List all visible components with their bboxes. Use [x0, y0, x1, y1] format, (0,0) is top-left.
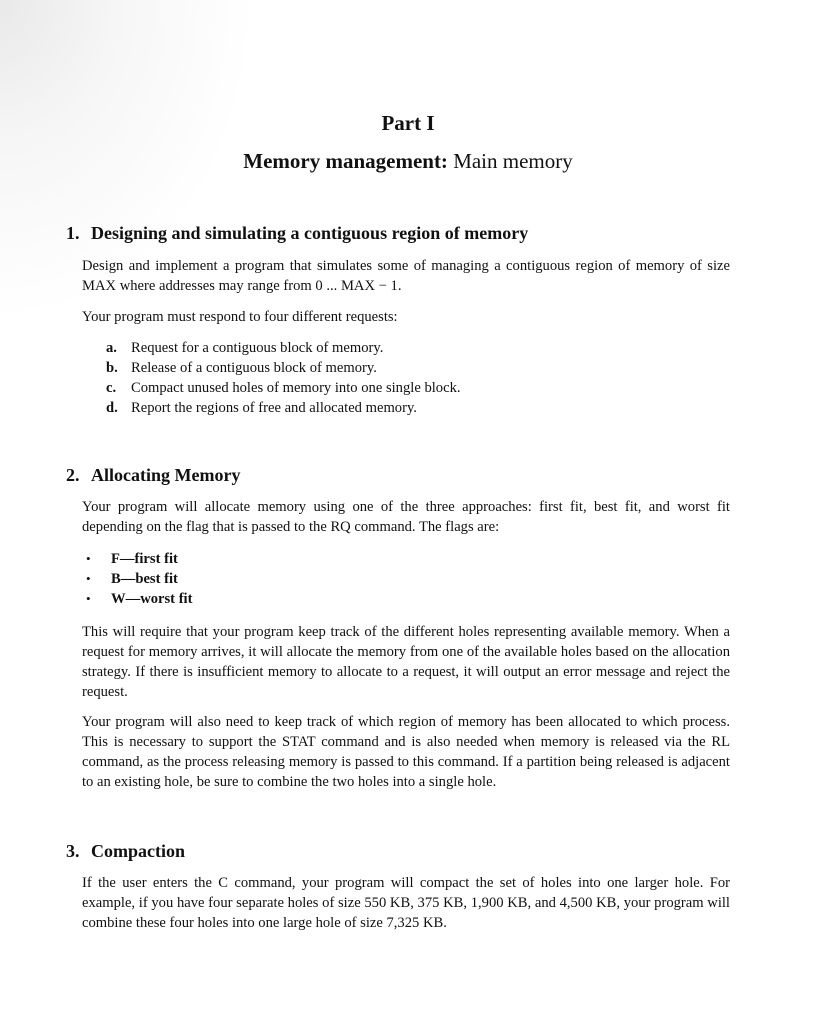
flag-list — [86, 549, 192, 609]
list-item-text: Release of a contiguous block of memory. — [131, 360, 377, 376]
list-item — [106, 358, 461, 378]
list-item — [86, 569, 192, 589]
section-title: Designing and simulating a contiguous region of memory — [91, 223, 529, 243]
section-3-paragraph-1: If the user enters the C command, your program will compact the set of holes into one larger hole. For example, if you have four separate holes of size 550 KB, 375 KB, 1,900 KB, and 4,500 KB, your program will combine these four holes into one large hole of size 7,325 KB. — [82, 875, 730, 931]
section-title: Allocating Memory — [91, 465, 241, 485]
section-number: 2. — [66, 465, 80, 485]
request-list — [106, 338, 461, 418]
section-number: 1. — [66, 223, 80, 243]
subtitle-rest: Main memory — [447, 149, 573, 173]
section-1-paragraph-1: Design and implement a program that simulates some of managing a contiguous region of memory of size MAX where addresses may range from 0 ... MAX − 1. — [82, 258, 730, 294]
list-item-text: F—first fit — [111, 551, 178, 567]
list-marker: a. — [106, 340, 117, 356]
list-item-text: Report the regions of free and allocated memory. — [131, 400, 417, 416]
list-item-text: Compact unused holes of memory into one single block. — [131, 380, 461, 396]
subtitle-bold: Memory management: — [243, 149, 448, 173]
list-item — [106, 338, 461, 358]
list-item — [106, 398, 461, 418]
section-2-paragraph-1: Your program will allocate memory using one of the three approaches: first fit, best fit, and worst fit depending on the flag that is passed to the RQ command. The flags are: — [82, 499, 730, 535]
list-item-text: B—best fit — [111, 571, 178, 587]
bullet-icon: • — [86, 551, 91, 566]
part-title: Part I — [381, 111, 435, 135]
list-item — [86, 589, 192, 609]
section-1-paragraph-2: Your program must respond to four different requests: — [82, 309, 398, 325]
section-2-paragraph-2: This will require that your program keep track of the different holes representing available memory. When a request for memory arrives, it will allocate the memory from one of the available holes based on the allocation strategy. If there is insufficient memory to allocate to a request, it will output an error message and reject the request. — [82, 624, 730, 700]
list-item — [86, 549, 192, 569]
list-item — [106, 378, 461, 398]
document-subtitle — [0, 148, 816, 174]
section-2-heading — [66, 464, 240, 486]
list-item-text: W—worst fit — [111, 591, 193, 607]
bullet-icon: • — [86, 591, 91, 606]
section-number: 3. — [66, 841, 80, 861]
bullet-icon: • — [86, 571, 91, 586]
list-marker: c. — [106, 380, 117, 396]
list-marker: b. — [106, 360, 118, 376]
list-item-text: Request for a contiguous block of memory. — [131, 340, 384, 356]
section-2-paragraph-3: Your program will also need to keep track of which region of memory has been allocated to which process. This is necessary to support the STAT command and is also needed when memory is released via the RL command, as the process releasing memory is passed to this command. If a partition being released is adjacent to an existing hole, be sure to combine the two holes into a single hole. — [82, 714, 730, 790]
list-marker: d. — [106, 400, 118, 416]
section-1-heading — [66, 222, 528, 244]
section-3-heading — [66, 840, 185, 862]
section-title: Compaction — [91, 841, 185, 861]
